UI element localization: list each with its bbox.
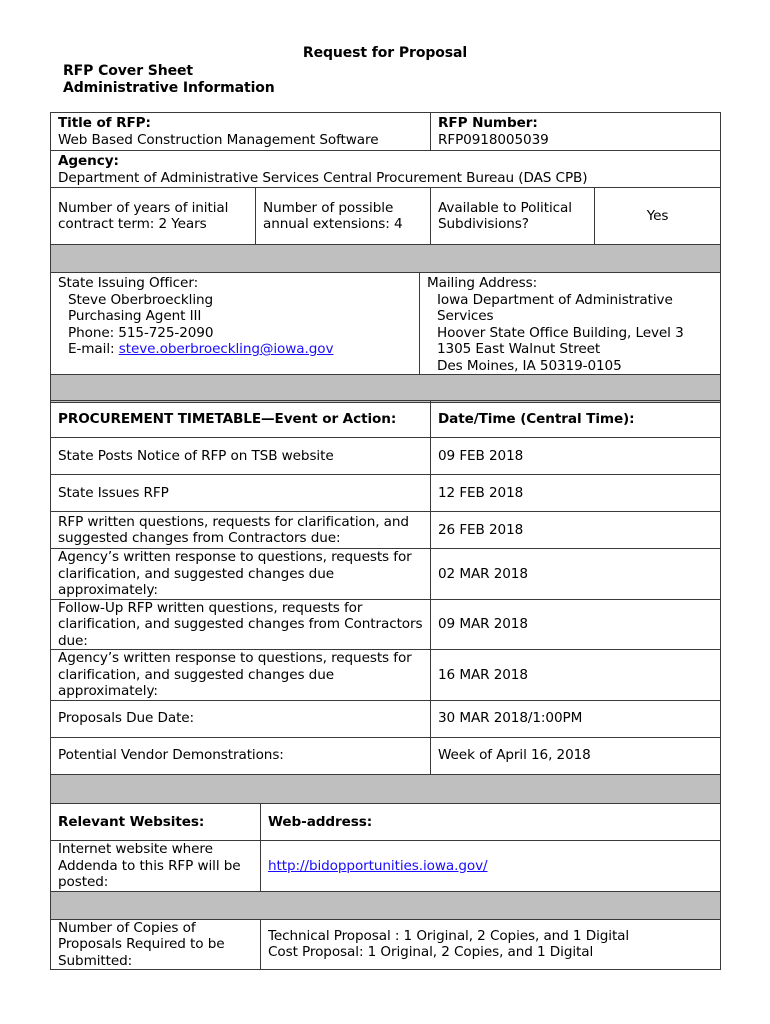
mailing-line3: Hoover State Office Building, Level 3: [437, 324, 684, 341]
date-cell: 09 FEB 2018: [431, 438, 721, 475]
web-address-header: Web-address:: [261, 804, 721, 841]
event-cell: State Issues RFP: [51, 475, 431, 512]
rfp-number-label: RFP Number:: [438, 115, 538, 131]
timetable-row: [51, 512, 721, 549]
timetable-row: [51, 438, 721, 475]
relevant-websites-header: Relevant Websites:: [51, 804, 261, 841]
officer-email-line: [58, 341, 412, 358]
mailing-line2: Services: [437, 308, 494, 324]
initial-term-line1: Number of years of initial: [58, 199, 229, 216]
event-cell: Potential Vendor Demonstrations:: [51, 737, 431, 774]
mailing-address-cell: [420, 273, 721, 375]
date-cell: 12 FEB 2018: [431, 475, 721, 512]
technical-proposal-copies: Technical Proposal : 1 Original, 2 Copies, and 1 Digital: [268, 927, 630, 944]
cover-sheet-subtitle: RFP Cover Sheet: [63, 63, 194, 79]
separator-band: [51, 375, 721, 403]
political-line1: Available to Political: [438, 199, 572, 216]
extensions-line2: annual extensions: 4: [263, 216, 403, 232]
event-cell: State Posts Notice of RFP on TSB website: [51, 438, 431, 475]
timetable-row: [51, 650, 721, 701]
event-cell: RFP written questions, requests for clarification, and suggested changes from Contractors due:: [51, 512, 431, 549]
title-row: [51, 113, 721, 151]
mailing-line4: 1305 East Walnut Street: [437, 341, 601, 357]
event-cell: Follow-Up RFP written questions, requests for clarification, and suggested changes from Contractors due:: [51, 599, 431, 650]
addenda-website-label: Internet website where Addenda to this RFP will be posted:: [51, 841, 261, 892]
agency-label: Agency:: [58, 153, 119, 169]
officer-email-link[interactable]: steve.oberbroeckling@iowa.gov: [118, 341, 334, 357]
rfp-title-cell: [51, 113, 431, 151]
political-line2: Subdivisions?: [438, 216, 529, 232]
timetable-header: [51, 401, 721, 438]
contact-table: [50, 272, 721, 403]
initial-term-cell: [51, 188, 256, 245]
gray-band: [51, 245, 721, 273]
copies-row: [51, 919, 721, 970]
rfp-info-table: [50, 112, 721, 273]
date-cell: 09 MAR 2018: [431, 599, 721, 650]
timetable-row: [51, 549, 721, 600]
timetable-row: [51, 737, 721, 774]
timetable-row: [51, 599, 721, 650]
agency-value: Department of Administrative Services Central Procurement Bureau (DAS CPB): [58, 169, 588, 186]
rfp-title-label: Title of RFP:: [58, 115, 151, 131]
mailing-address-label: Mailing Address:: [427, 275, 538, 291]
gray-band: [51, 891, 721, 919]
addenda-website-link[interactable]: http://bidopportunities.iowa.gov/: [268, 857, 488, 874]
date-cell: 30 MAR 2018/1:00PM: [431, 700, 721, 737]
admin-info-subtitle: Administrative Information: [63, 80, 275, 96]
timetable-row: [51, 700, 721, 737]
officer-phone: Phone: 515-725-2090: [68, 324, 214, 341]
event-cell: Agency’s written response to questions, requests for clarification, and suggested changes due approximately:: [51, 549, 431, 600]
contact-row: [51, 273, 721, 375]
separator-band: [51, 245, 721, 273]
timetable-row: [51, 475, 721, 512]
extensions-cell: [256, 188, 431, 245]
copies-label: Number of Copies of Proposals Required to be Submitted:: [51, 919, 261, 970]
officer-name: Steve Oberbroeckling: [68, 291, 214, 308]
procurement-timetable: [50, 400, 721, 804]
websites-header: [51, 804, 721, 841]
addenda-website-row: [51, 841, 721, 892]
initial-term-line2: contract term: 2 Years: [58, 216, 207, 232]
date-cell: 16 MAR 2018: [431, 650, 721, 701]
date-column-header: Date/Time (Central Time):: [431, 401, 721, 438]
date-cell: Week of April 16, 2018: [431, 737, 721, 774]
date-cell: 26 FEB 2018: [431, 512, 721, 549]
issuing-officer-label: State Issuing Officer:: [58, 275, 199, 291]
email-label: E-mail:: [68, 341, 119, 357]
gray-band: [51, 774, 721, 803]
officer-role: Purchasing Agent III: [68, 308, 202, 324]
rfp-title-value: Web Based Construction Management Software: [58, 131, 379, 148]
rfp-number-cell: [431, 113, 721, 151]
mailing-line1: Iowa Department of Administrative: [437, 291, 673, 308]
political-subdivisions-cell: [431, 188, 595, 245]
cost-proposal-copies: Cost Proposal: 1 Original, 2 Copies, and 1 Digital: [268, 944, 594, 961]
websites-table: [50, 803, 721, 970]
contract-terms-row: [51, 188, 721, 245]
event-column-header: PROCUREMENT TIMETABLE—Event or Action:: [51, 401, 431, 438]
event-cell: Proposals Due Date:: [51, 700, 431, 737]
agency-cell: [51, 151, 721, 188]
addenda-website-cell: [261, 841, 721, 892]
rfp-number-value: RFP0918005039: [438, 131, 549, 148]
agency-row: [51, 151, 721, 188]
document-title: Request for Proposal: [302, 45, 468, 61]
separator-band: [51, 774, 721, 803]
political-subdivisions-value: Yes: [595, 188, 721, 245]
date-cell: 02 MAR 2018: [431, 549, 721, 600]
event-cell: Agency’s written response to questions, requests for clarification, and suggested changes due approximately:: [51, 650, 431, 701]
separator-band: [51, 891, 721, 919]
issuing-officer-cell: [51, 273, 420, 375]
mailing-line5: Des Moines, IA 50319-0105: [437, 357, 622, 374]
gray-band: [51, 375, 721, 403]
copies-cell: [261, 919, 721, 970]
extensions-line1: Number of possible: [263, 199, 394, 216]
